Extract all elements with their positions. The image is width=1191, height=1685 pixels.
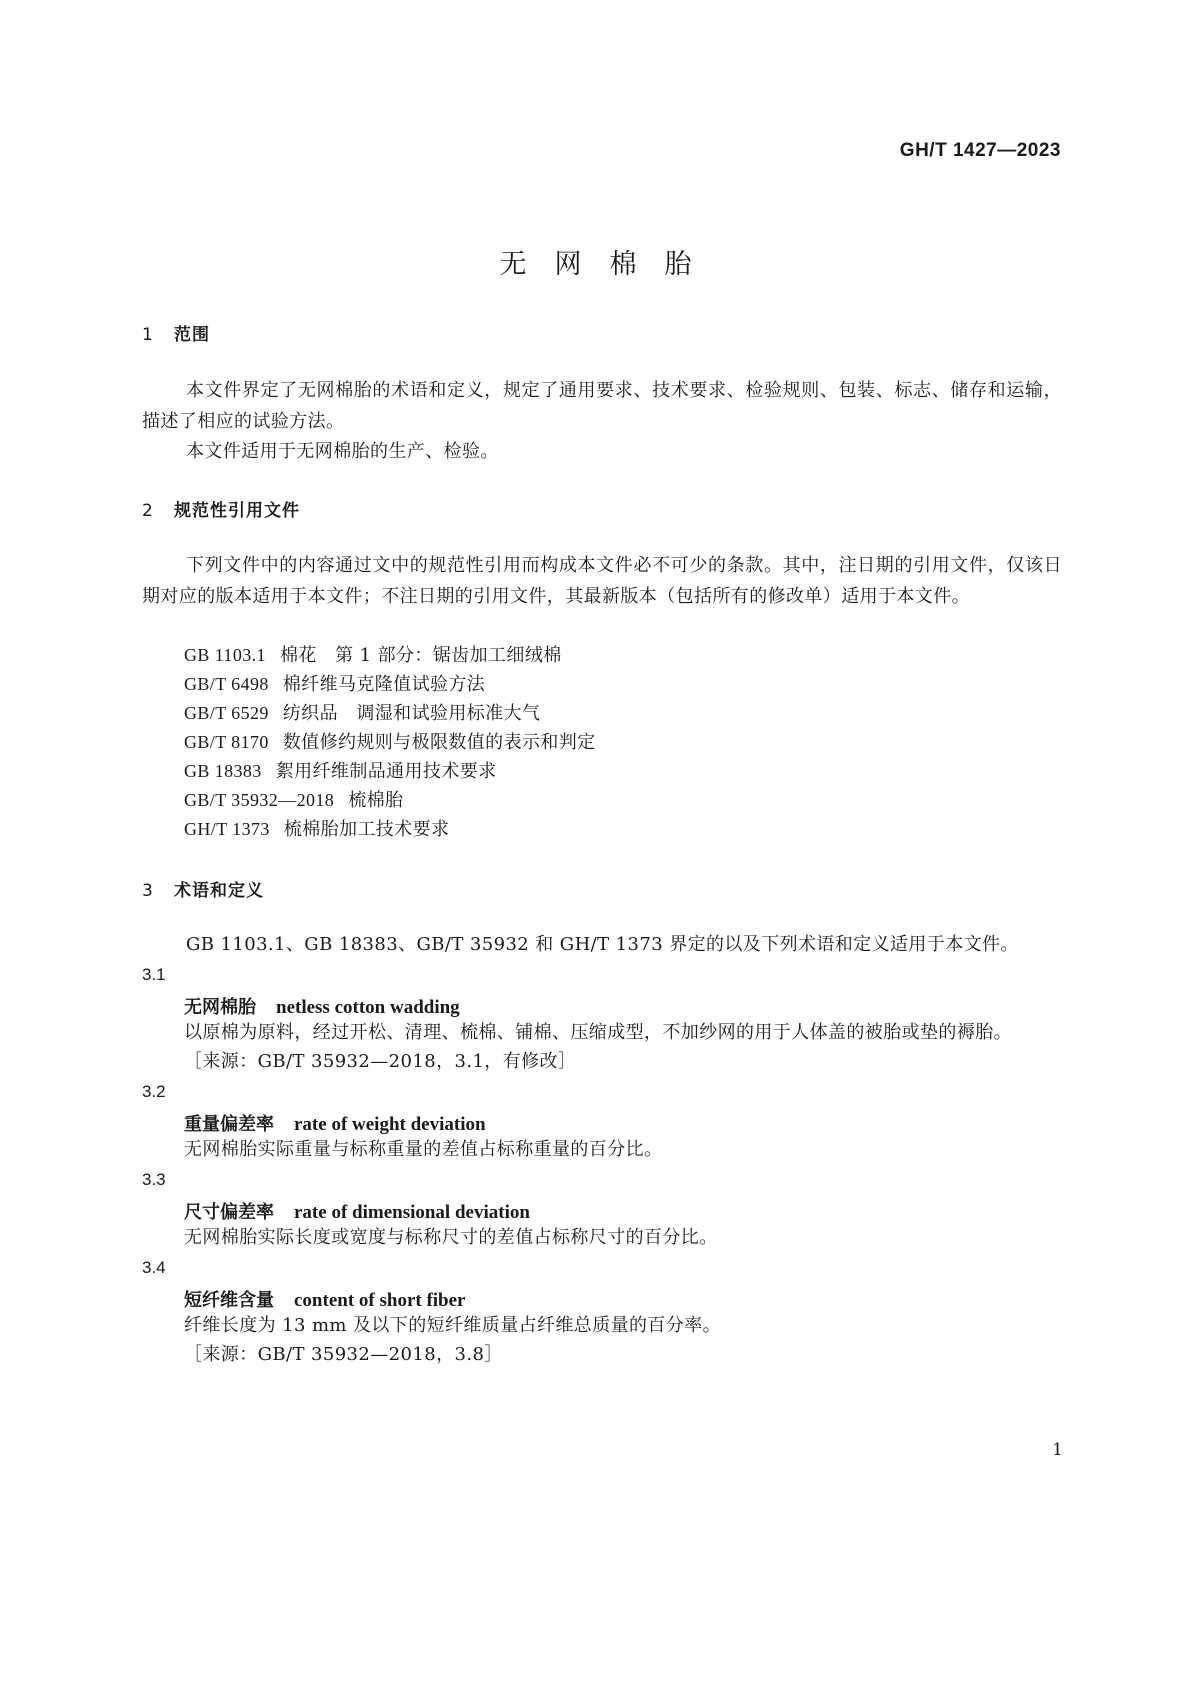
reference-item [184, 785, 403, 816]
section-heading-terms-and-definitions [142, 876, 264, 901]
term-en: rate of dimensional deviation [294, 1202, 530, 1223]
term-source: ［来源：GB/T 35932—2018，3.8］ [184, 1344, 503, 1365]
reference-title: 数值修约规则与极限数值的表示和判定 [282, 732, 596, 753]
term-definition: 以原棉为原料，经过开松、清理、梳棉、铺棉、压缩成型，不加纱网的用于人体盖的被胎或垫的褥胎。 [184, 1022, 1012, 1043]
term-heading [184, 1198, 530, 1224]
reference-item [184, 640, 562, 671]
section-heading-normative-references [142, 496, 300, 521]
term-definition: 无网棉胎实际重量与标称重量的差值占标称重量的百分比。 [184, 1139, 663, 1160]
section-number: 2 [142, 501, 154, 521]
term-zh: 尺寸偏差率 [184, 1202, 274, 1223]
section-title: 规范性引用文件 [174, 501, 300, 521]
term-number: 3.2 [142, 1082, 166, 1101]
reference-code: GB/T 8170 [184, 732, 269, 752]
terms-intro-paragraph: GB 1103.1、GB 18383、GB/T 35932 和 GH/T 1373 界定的以及下列术语和定义适用于本文件。 [186, 934, 1019, 955]
term-en: netless cotton wadding [276, 997, 460, 1018]
scope-paragraph-2: 本文件适用于无网棉胎的生产、检验。 [186, 441, 499, 462]
reference-item [184, 669, 485, 700]
term-en: content of short fiber [294, 1290, 466, 1311]
reference-code: GB 1103.1 [184, 645, 266, 665]
term-source: ［来源：GB/T 35932—2018，3.1，有修改］ [184, 1051, 577, 1072]
standard-number: GH/T 1427—2023 [899, 140, 1061, 161]
references-intro-paragraph: 下列文件中的内容通过文中的规范性引用而构成本文件必不可少的条款。其中，注日期的引用文件，仅该日期对应的版本适用于本文件；不注日期的引用文件，其最新版本（包括所有的修改单）适用于本文件。 [142, 555, 1062, 607]
reference-code: GB/T 6498 [184, 674, 269, 694]
term-zh: 短纤维含量 [184, 1290, 274, 1311]
section-title: 术语和定义 [174, 881, 264, 901]
scope-paragraph-1: 本文件界定了无网棉胎的术语和定义，规定了通用要求、技术要求、检验规则、包装、标志、储存和运输，描述了相应的试验方法。 [142, 380, 1062, 432]
reference-code: GB 18383 [184, 761, 262, 781]
term-number: 3.3 [142, 1170, 166, 1189]
reference-code: GB/T 35932—2018 [184, 790, 335, 810]
section-number: 1 [142, 325, 154, 345]
reference-item [184, 756, 497, 787]
reference-title: 梳棉胎 [348, 790, 404, 811]
section-number: 3 [142, 881, 154, 901]
term-zh: 无网棉胎 [184, 997, 256, 1018]
term-number: 3.4 [142, 1258, 166, 1277]
reference-item [184, 698, 540, 729]
reference-code: GB/T 6529 [184, 703, 269, 723]
term-heading [184, 1110, 486, 1136]
term-en: rate of weight deviation [294, 1114, 486, 1135]
reference-code: GH/T 1373 [184, 819, 270, 839]
term-definition: 无网棉胎实际长度或宽度与标称尺寸的差值占标称尺寸的百分比。 [184, 1227, 718, 1248]
term-zh: 重量偏差率 [184, 1114, 274, 1135]
reference-title: 纺织品 调湿和试验用标准大气 [282, 703, 541, 724]
term-definition: 纤维长度为 13 mm 及以下的短纤维质量占纤维总质量的百分率。 [184, 1315, 722, 1336]
term-heading [184, 1286, 466, 1312]
reference-title: 梳棉胎加工技术要求 [283, 819, 450, 840]
section-title: 范围 [174, 325, 210, 345]
term-number: 3.1 [142, 965, 166, 984]
document-title: 无网棉胎 [499, 249, 720, 280]
page-number: 1 [1052, 1440, 1063, 1460]
reference-item [184, 727, 596, 758]
reference-title: 棉花 第 1 部分：锯齿加工细绒棉 [279, 645, 562, 666]
term-heading [184, 993, 460, 1019]
reference-title: 絮用纤维制品通用技术要求 [275, 761, 497, 782]
section-heading-scope [142, 320, 210, 345]
reference-title: 棉纤维马克隆值试验方法 [282, 674, 486, 695]
reference-item [184, 814, 449, 845]
